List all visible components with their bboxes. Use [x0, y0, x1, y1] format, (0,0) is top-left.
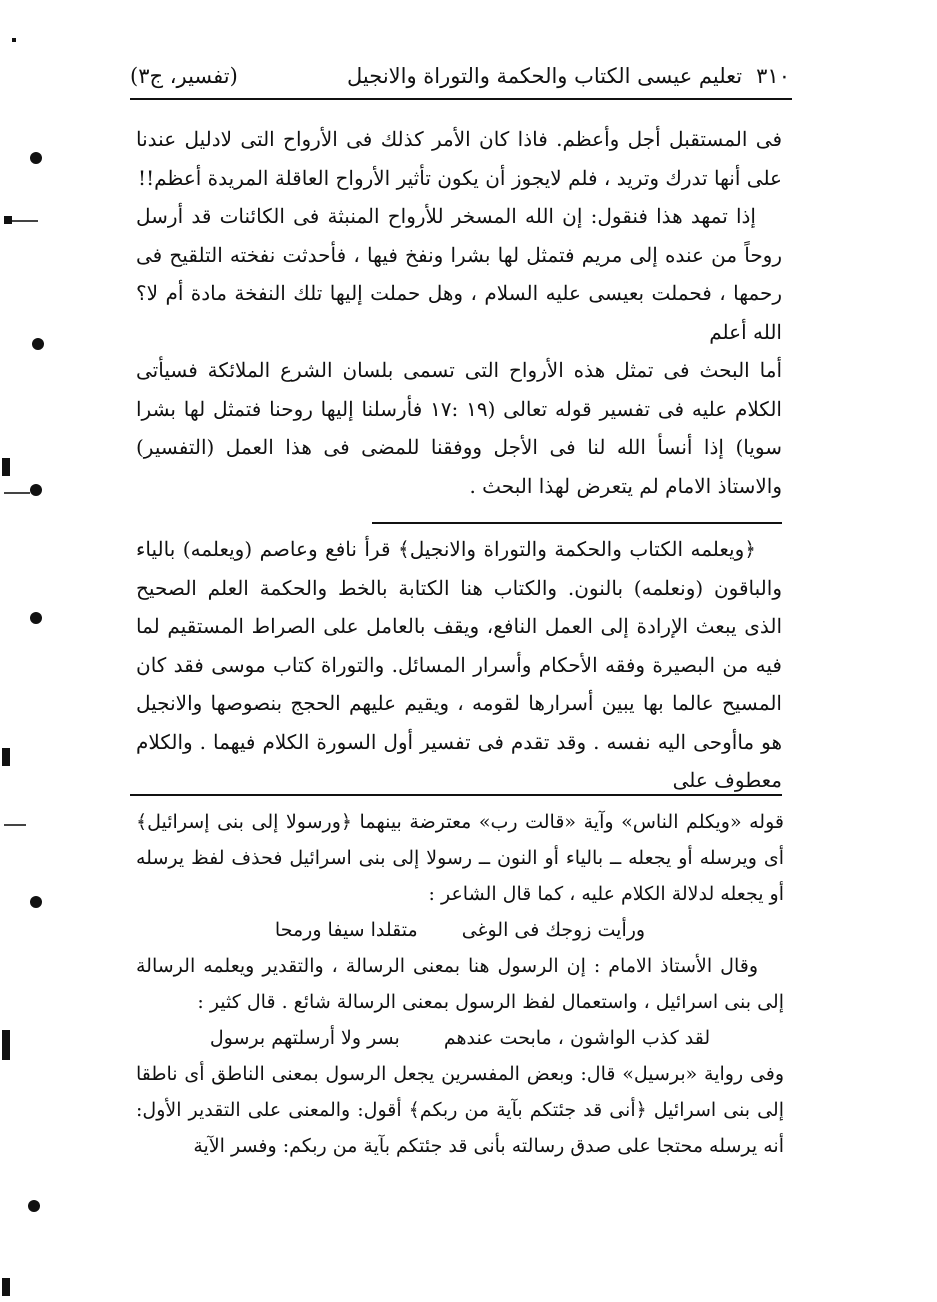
- verse-hemistich: متقلدا سيفا ورمحا: [274, 919, 418, 941]
- section-text: [136, 530, 782, 800]
- footnote-line: قوله «ويكلم الناس» وآية «قالت رب» معترضة بينهما ﴿ورسولا إلى بنى إسرائيل﴾ أى ويرسله أو يجعله ــ بالياء أو النون ــ رسولا إلى بنى اسرائيل فحذف لفظ يرسله أو يجعله لدلالة الكلام عليه ، كما قال الشاعر :: [136, 811, 784, 905]
- margin-mark: [30, 612, 42, 624]
- paragraph: فى المستقبل أجل وأعظم. فاذا كان الأمر كذلك فى الأرواح التى لادليل عندنا على أنها تدرك وتريد ، فلم لايجوز أن يكون تأثير الأرواح العاقلة المريدة أعظم!!: [136, 127, 782, 190]
- main-text: [136, 120, 782, 505]
- margin-mark: [30, 152, 42, 164]
- margin-mark: [2, 1278, 10, 1296]
- footnote-line: وفى رواية «برسيل» قال: وبعض المفسرين يجعل الرسول بمعنى الناطق أى ناطقا إلى بنى اسرائيل ﴿أنى قد جئتكم بآية من ربكم﴾ أقول: والمعنى على التقدير الأول: أنه يرسله محتجا على صدق رسالته بأنى قد جئتكم بآية من ربكم: وفسر الآية: [136, 1063, 784, 1157]
- margin-mark: [32, 338, 44, 350]
- footnote-line: وقال الأستاذ الامام : إن الرسول هنا بمعنى الرسالة ، والتقدير ويعلمه الرسالة إلى بنى اسرائيل ، واستعمال لفظ الرسول بمعنى الرسالة شائع . قال كثير :: [136, 955, 784, 1013]
- verse-hemistich: ورأيت زوجك فى الوغى: [461, 919, 646, 941]
- paragraph: ﴿ويعلمه الكتاب والحكمة والتوراة والانجيل﴾ قرأ نافع وعاصم (ويعلمه) بالياء والباقون (ونعلمه) بالنون. والكتاب هنا الكتابة بالخط والحكمة العلم الصحيح الذى يبعث الإرادة إلى العمل النافع، ويقف بالعامل على الصراط المستقيم لما فيه من البصيرة وفقه الأحكام وأسرار المسائل. والتوراة كتاب موسى فقد كان المسيح عالما بها يبين أسرارها لقومه ، ويقيم عليهم الحجج بنصوصها والانجيل هو ماأوحى اليه نفسه . وقد تقدم فى تفسير أول السورة الكلام فيهما . والكلام معطوف على: [136, 537, 782, 792]
- paragraph: إذا تمهد هذا فنقول: إن الله المسخر للأرواح المنبثة فى الكائنات قد أرسل روحاً من عنده إلى مريم فتمثل لها بشرا ونفخ فيها ، فأحدثت نفخته التلقيح فى رحمها ، فحملت بعيسى عليه السلام ، وهل حملت إليها تلك النفخة مادة أم لا؟ الله أعلم: [136, 204, 782, 344]
- margin-mark: [4, 492, 30, 494]
- footnote-rule: [130, 794, 782, 796]
- poem-verse: [136, 912, 784, 948]
- volume-label: (تفسير، ج٣): [130, 64, 238, 88]
- chapter-title: تعليم عيسى الكتاب والحكمة والتوراة والانجيل: [347, 64, 743, 88]
- margin-mark: [2, 1030, 10, 1060]
- margin-mark: [4, 216, 12, 224]
- paragraph: أما البحث فى تمثل هذه الأرواح التى تسمى بلسان الشرع الملائكة فسيأتى الكلام عليه فى تفسير قوله تعالى (١٩ :١٧ فأرسلنا إليها روحنا فتمثل لها بشرا سويا) إذا أنسأ الله لنا فى الأجل ووفقنا للمضى فى هذا العمل (التفسير) والاستاذ الامام لم يتعرض لهذا البحث .: [136, 358, 782, 498]
- margin-mark: [30, 484, 42, 496]
- margin-mark: [4, 824, 26, 826]
- margin-mark: [12, 38, 16, 42]
- poem-verse: [136, 1020, 784, 1056]
- margin-mark: [28, 1200, 40, 1212]
- section-rule: [372, 522, 782, 524]
- footnote-text: [136, 804, 784, 1164]
- page-number: ٣١٠: [756, 64, 790, 88]
- margin-mark: [2, 458, 10, 476]
- verse-hemistich: بسر ولا أرسلتهم برسول: [209, 1027, 400, 1049]
- verse-hemistich: لقد كذب الواشون ، مابحت عندهم: [443, 1027, 711, 1049]
- margin-mark: [2, 748, 10, 766]
- header-rule: [130, 98, 792, 100]
- margin-mark: [30, 896, 42, 908]
- page-header: [130, 58, 790, 94]
